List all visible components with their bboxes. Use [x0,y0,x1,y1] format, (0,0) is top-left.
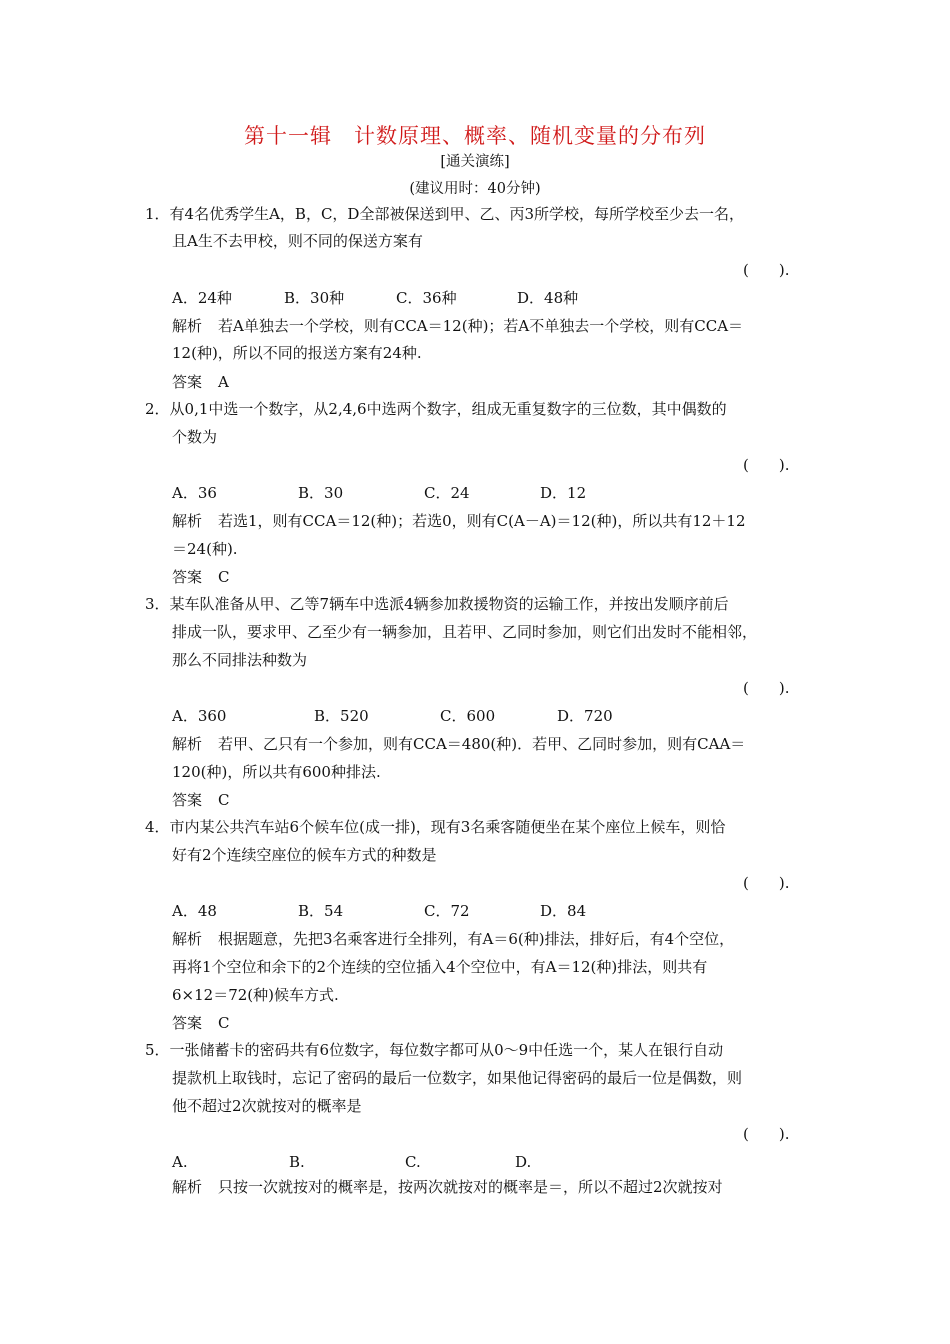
answer-label: 答案 [172,373,203,391]
question-1-option-a: A．24种 [172,289,232,307]
question-1-stem-line-1: 1．有4名优秀学生A，B，C，D全部被保送到甲、乙、丙3所学校，每所学校至少去一名， [145,205,744,223]
section-subtitle: [通关演练] [440,154,510,170]
question-1-stem-line-2: 且A生不去甲校，则不同的保送方案有 [172,232,423,250]
explanation-text: 若甲、乙只有一个参加，则有CCA＝480(种)．若甲、乙同时参加，则有CAA＝ [218,735,746,753]
question-1-answer-blank: ( ). [743,261,790,279]
explanation-text: 若A单独去一个学校，则有CCA＝12(种)；若A不单独去一个学校，则有CCA＝ [218,317,744,335]
question-2-option-a: A．36 [172,484,217,502]
question-2-explanation-line-2: ＝24(种). [172,540,238,558]
question-4-answer-blank: ( ). [743,874,790,892]
question-5-option-b: B. [289,1153,305,1171]
question-3-explanation-line-1 [172,734,745,754]
question-1-explanation-line-1 [172,316,743,336]
question-3-answer-blank: ( ). [743,679,790,697]
page-title: 第十一辑 计数原理、概率、随机变量的分布列 [244,124,706,148]
answer-label: 答案 [172,1014,203,1032]
question-3-explanation-line-2: 120(种)，所以共有600种排法. [172,763,381,781]
question-5-option-d: D. [515,1153,532,1171]
explanation-label: 解析 [172,1178,203,1196]
question-2-option-d: D．12 [540,484,587,502]
question-4-explanation-line-1 [172,929,734,949]
time-hint: (建议用时：40分钟) [409,181,541,197]
question-4-option-a: A．48 [172,902,217,920]
question-5-option-c: C. [405,1153,421,1171]
explanation-label: 解析 [172,930,203,948]
explanation-text: 根据题意，先把3名乘客进行全排列，有A＝6(种)排法，排好后，有4个空位， [218,930,735,948]
question-4-option-c: C．72 [424,902,470,920]
question-3-answer [172,790,230,810]
answer-value: C [218,568,230,586]
question-4-option-b: B．54 [298,902,344,920]
question-4-option-d: D．84 [540,902,587,920]
question-2-option-b: B．30 [298,484,344,502]
answer-value: C [218,791,230,809]
question-2-explanation-line-1 [172,511,746,531]
question-5-stem-line-1: 5．一张储蓄卡的密码共有6位数字，每位数字都可从0～9中任选一个，某人在银行自动 [145,1041,724,1059]
question-3-option-d: D．720 [557,707,613,725]
question-4-stem-line-1: 4．市内某公共汽车站6个候车位(成一排)，现有3名乘客随便坐在某个座位上候车，则恰 [145,818,726,836]
question-2-answer-blank: ( ). [743,456,790,474]
question-2-stem-line-1: 2．从0,1中选一个数字，从2,4,6中选两个数字，组成无重复数字的三位数，其中偶数的 [145,400,727,418]
question-2-stem-line-2: 个数为 [172,428,218,446]
question-4-explanation-line-2: 再将1个空位和余下的2个连续的空位插入4个空位中，有A＝12(种)排法，则共有 [172,958,708,976]
question-5-stem-line-3: 他不超过2次就按对的概率是 [172,1097,362,1115]
explanation-text: 只按一次就按对的概率是，按两次就按对的概率是＝，所以不超过2次就按对 [218,1178,723,1196]
explanation-label: 解析 [172,317,203,335]
answer-value: C [218,1014,230,1032]
question-3-option-c: C．600 [440,707,496,725]
explanation-label: 解析 [172,512,203,530]
question-4-answer [172,1013,230,1033]
question-1-option-c: C．36种 [396,289,457,307]
question-3-stem-line-1: 3．某车队准备从甲、乙等7辆车中选派4辆参加救援物资的运输工作，并按出发顺序前后 [145,595,729,613]
question-3-stem-line-2: 排成一队，要求甲、乙至少有一辆参加，且若甲、乙同时参加，则它们出发时不能相邻， [172,623,758,641]
explanation-text: 若选1，则有CCA＝12(种)；若选0，则有C(A－A)＝12(种)，所以共有12＋12 [218,512,746,530]
question-4-stem-line-2: 好有2个连续空座位的候车方式的种数是 [172,846,437,864]
question-5-answer-blank: ( ). [743,1125,790,1143]
question-5-option-a: A. [172,1153,188,1171]
answer-value: A [218,373,229,391]
question-5-stem-line-2: 提款机上取钱时，忘记了密码的最后一位数字，如果他记得密码的最后一位是偶数，则 [172,1069,743,1087]
question-2-option-c: C．24 [424,484,470,502]
explanation-label: 解析 [172,735,203,753]
question-5-explanation-line-1 [172,1177,723,1197]
question-1-option-d: D．48种 [517,289,579,307]
question-4-explanation-line-3: 6×12＝72(种)候车方式. [172,986,339,1004]
question-3-stem-line-3: 那么不同排法种数为 [172,651,308,669]
answer-label: 答案 [172,568,203,586]
question-3-option-b: B．520 [314,707,369,725]
question-3-option-a: A．360 [172,707,227,725]
question-1-answer [172,372,229,392]
question-1-explanation-line-2: 12(种)，所以不同的报送方案有24种. [172,344,422,362]
question-2-answer [172,567,230,587]
question-1-option-b: B．30种 [284,289,345,307]
answer-label: 答案 [172,791,203,809]
